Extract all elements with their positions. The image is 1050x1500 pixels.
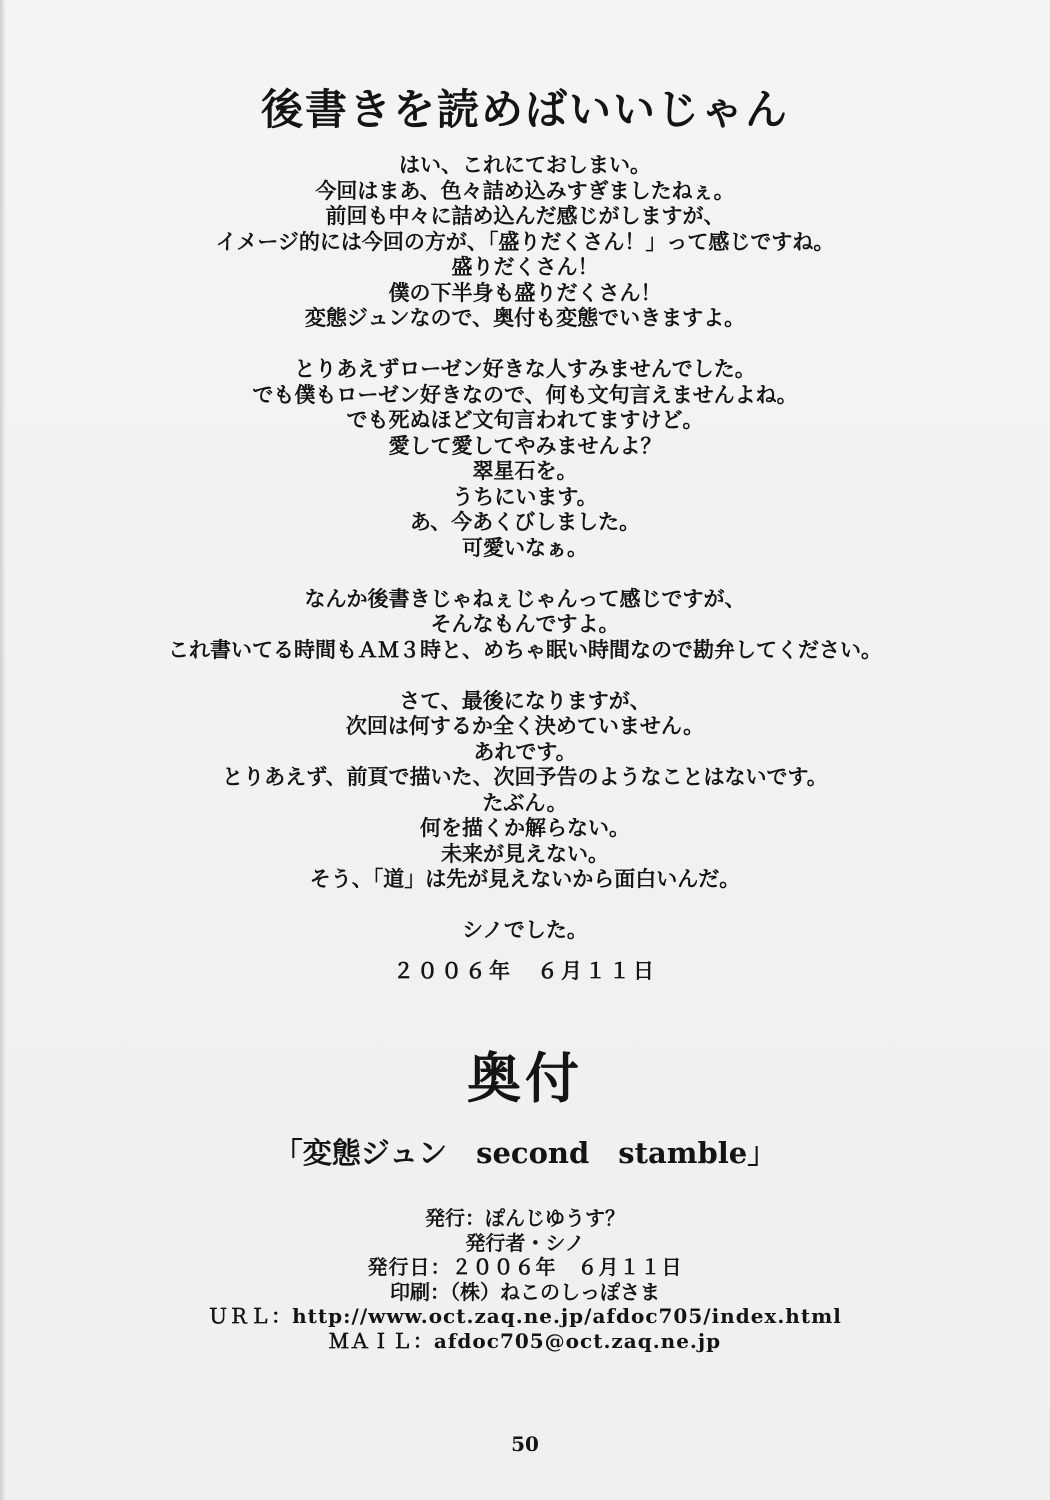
afterword-line: 未来が見えない。 bbox=[441, 840, 609, 866]
afterword-paragraph-2 bbox=[0, 356, 1050, 560]
colophon-title: 奥付 bbox=[467, 1046, 583, 1110]
afterword-line: うちにいます。 bbox=[452, 483, 598, 509]
issue-date-line: 発行日：２００６年 ６月１１日 bbox=[367, 1255, 683, 1279]
afterword-line: 変態ジュンなので、奥付も変態でいきますよ。 bbox=[304, 305, 746, 330]
afterword-paragraph-4 bbox=[0, 688, 1050, 892]
author-signature: シノでした。 bbox=[462, 917, 588, 942]
afterword-line: 盛りだくさん！ bbox=[451, 254, 599, 279]
url-line: ＵＲＬ：http://www.oct.zaq.ne.jp/afdoc705/index.html bbox=[208, 1304, 842, 1328]
page-number: 50 bbox=[511, 1432, 539, 1456]
afterword-date: ２００６年 ６月１１日 bbox=[393, 958, 657, 983]
afterword-line: あ、今あくびしました。 bbox=[409, 509, 641, 534]
afterword-line: 愛して愛してやみませんよ？ bbox=[388, 432, 662, 458]
afterword-line: 今回はまあ、色々詰め込みすぎましたねぇ。 bbox=[315, 177, 735, 203]
afterword-line: なんか後書きじゃねぇじゃんって感じですが、 bbox=[304, 585, 746, 611]
afterword-line: でも死ぬほど文句言われてますけど。 bbox=[346, 407, 704, 432]
afterword-line: 次回は何するか全く決めていません。 bbox=[345, 713, 705, 738]
afterword-title: 後書きを読めばいいじゃん bbox=[260, 85, 789, 134]
work-title: 「変態ジュン second stamble」 bbox=[273, 1136, 777, 1170]
afterword-line: 翠星石を。 bbox=[472, 458, 578, 483]
afterword-paragraph-3 bbox=[0, 586, 1050, 663]
afterword-paragraph-1 bbox=[0, 152, 1050, 331]
issuer-line: 発行者・シノ bbox=[465, 1230, 585, 1255]
afterword-line: これ書いてる時間もＡＭ３時と、めちゃ眠い時間なので勘弁してください。 bbox=[168, 636, 882, 662]
afterword-line: あれです。 bbox=[473, 738, 577, 764]
afterword-line: さて、最後になりますが、 bbox=[399, 687, 651, 713]
afterword-line: はい、これにておしまい。 bbox=[399, 152, 651, 177]
afterword-line: イメージ的には今回の方が、「盛りだくさん！」って感じですね。 bbox=[215, 228, 835, 254]
publisher-line: 発行：ぽんじゆうす？ bbox=[425, 1206, 625, 1230]
afterword-line: そんなもんですよ。 bbox=[430, 611, 620, 636]
afterword-line: そう、「道」は先が見えないから面白いんだ。 bbox=[309, 866, 741, 891]
afterword-line: とりあえず、前頁で描いた、次回予告のようなことはないです。 bbox=[222, 764, 828, 789]
mail-line: ＭＡＩＬ：afdoc705@oct.zaq.ne.jp bbox=[328, 1328, 722, 1353]
afterword-line: 何を描くか解らない。 bbox=[420, 815, 630, 840]
afterword-line: でも僕もローゼン好きなので、何も文句言えませんよね。 bbox=[252, 381, 798, 407]
printer-line: 印刷：（株）ねこのしっぽさま bbox=[390, 1279, 660, 1304]
afterword-line: 可愛いなぁ。 bbox=[462, 534, 588, 560]
colophon-credits bbox=[0, 1206, 1050, 1353]
afterword-line: たぶん。 bbox=[482, 789, 568, 815]
afterword-line: 前回も中々に詰め込んだ感じがしますが、 bbox=[325, 203, 725, 228]
afterword-line: 僕の下半身も盛りだくさん！ bbox=[388, 279, 662, 305]
afterword-body bbox=[0, 152, 1050, 968]
afterword-line: とりあえずローゼン好きな人すみませんでした。 bbox=[294, 356, 756, 381]
